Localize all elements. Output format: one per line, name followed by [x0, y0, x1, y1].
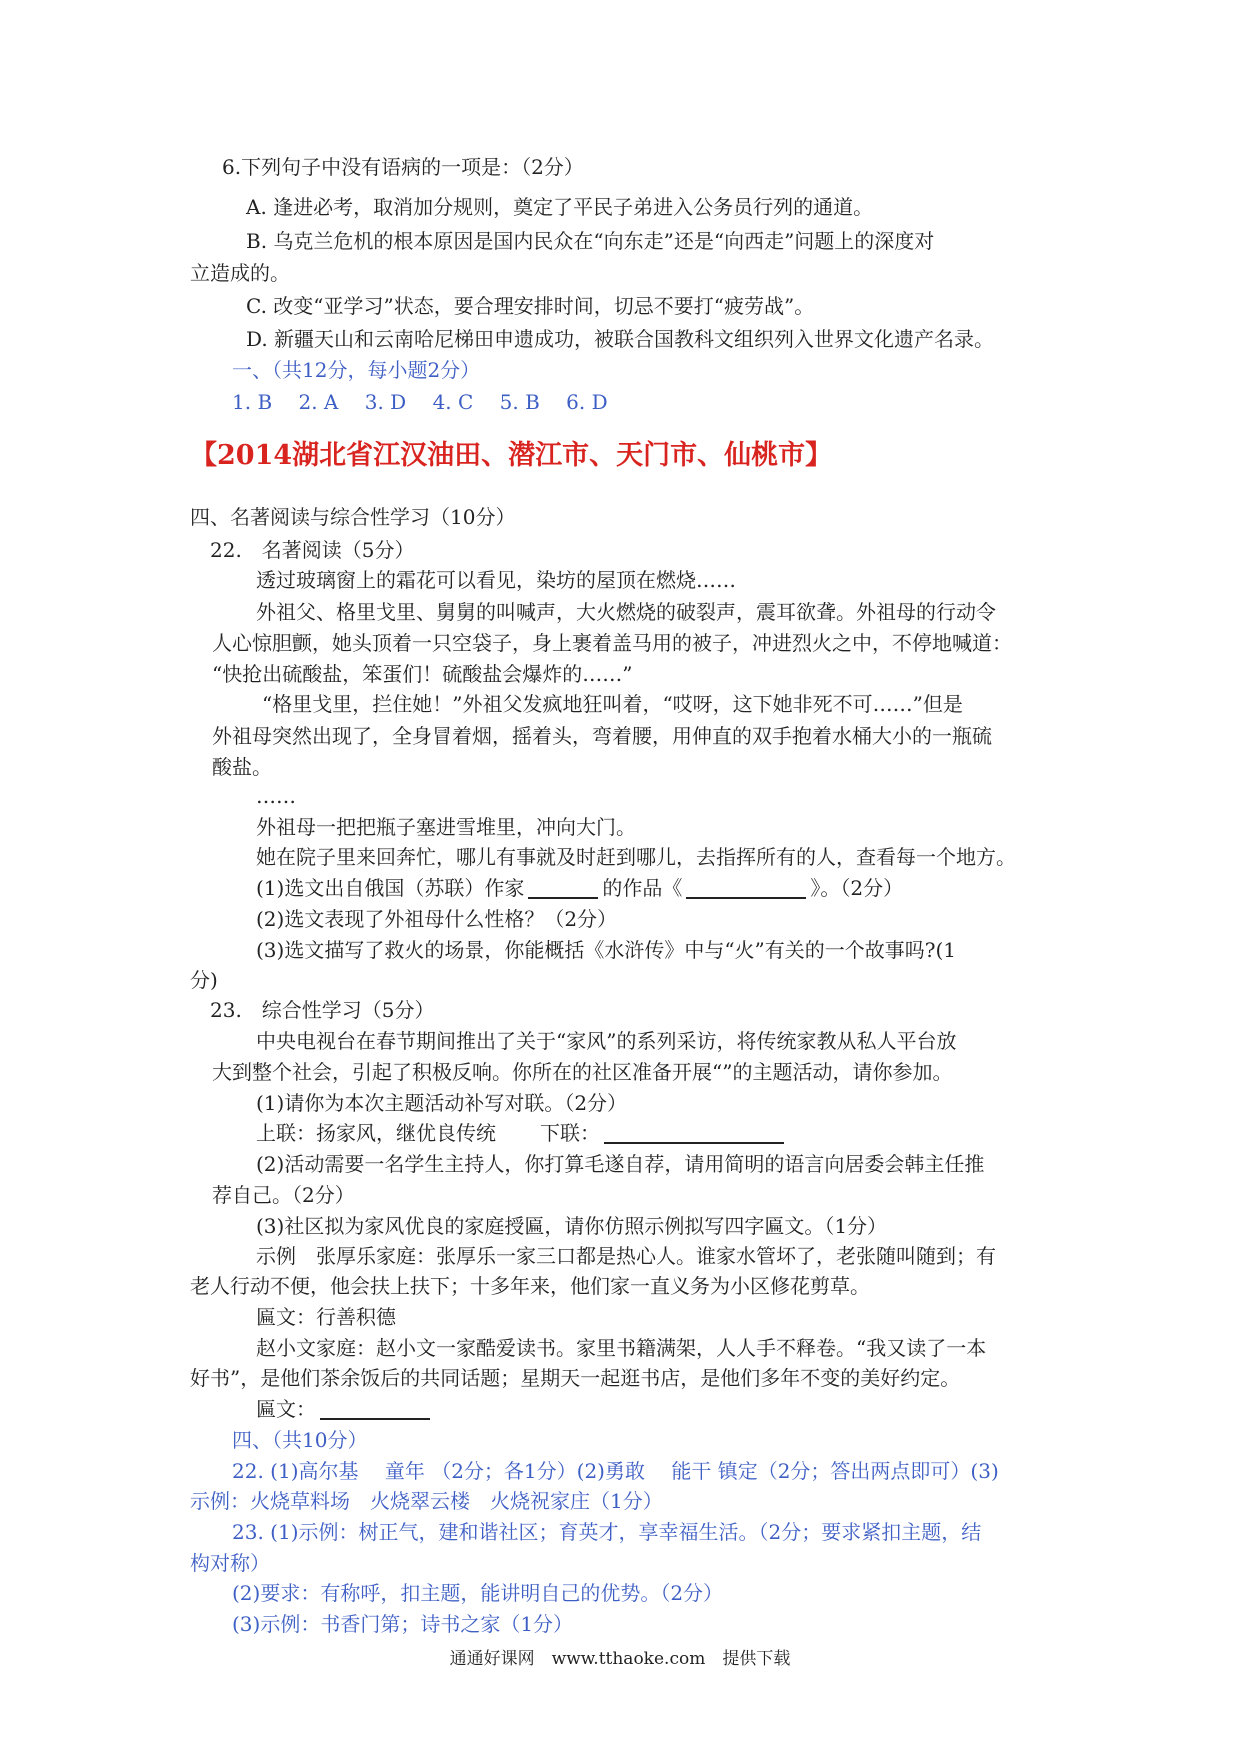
q22-sub1-part-b: 的作品《	[602, 876, 683, 900]
q22-sub-question-3a: (3)选文描写了救火的场景，你能概括《水浒传》中与“火”有关的一个故事吗?(1	[256, 938, 957, 962]
q6-option-d: D. 新疆天山和云南哈尼梯田申遗成功，被联合国教科文组织列入世界文化遗产名录。	[246, 327, 995, 351]
q23-example-plaque: 匾文：行善积德	[256, 1305, 396, 1329]
answer4-q22-line2: 示例：火烧草料场 火烧翠云楼 火烧祝家庄（1分）	[190, 1489, 663, 1513]
q22-paragraph-3b: 外祖母突然出现了，全身冒着烟，摇着头，弯着腰，用伸直的双手抱着水桶大小的一瓶硫	[212, 724, 992, 748]
answer4-q23-line3: (2)要求：有称呼，扣主题，能讲明自己的优势。（2分）	[232, 1581, 724, 1605]
q23-example-1: 示例 张厚乐家庭：张厚乐一家三口都是热心人。谁家水管坏了，老张随叫随到；有	[256, 1244, 996, 1268]
q22-sub-question-3b: 分)	[190, 968, 218, 992]
answer1-items: 1. B 2. A 3. D 4. C 5. B 6. D	[232, 390, 608, 414]
q22-paragraph-2c: “快抢出硫酸盐，笨蛋们！硫酸盐会爆炸的……”	[212, 662, 633, 686]
part4-heading: 四、名著阅读与综合性学习（10分）	[190, 505, 516, 529]
couplet-lower-label: 下联：	[540, 1121, 600, 1145]
plaque-blank[interactable]	[320, 1398, 430, 1420]
answer4-heading: 四、（共10分）	[232, 1428, 368, 1452]
q22-sub-question-2: (2)选文表现了外祖母什么性格？（2分）	[256, 907, 618, 931]
title-blank[interactable]	[686, 877, 806, 899]
q22-paragraph-2b: 人心惊胆颤，她头顶着一只空袋子，身上裹着盖马用的被子，冲进烈火之中，不停地喊道：	[212, 631, 1012, 655]
q22-sub-question-1	[256, 874, 903, 902]
q23-sub-question-1: (1)请你为本次主题活动补写对联。（2分）	[256, 1091, 628, 1115]
q22-paragraph-2a: 外祖父、格里戈里、舅舅的叫喊声，大火燃烧的破裂声，震耳欲聋。外祖母的行动令	[256, 600, 996, 624]
q22-sub1-part-a: (1)选文出自俄国（苏联）作家	[256, 876, 525, 900]
q6-option-b-line2: 立造成的。	[190, 261, 290, 285]
answer4-q23-line1: 23. (1)示例：树正气，建和谐社区；育英才，享幸福生活。（2分；要求紧扣主题，结	[232, 1520, 982, 1544]
answer4-q22-line1: 22. (1)高尔基 童年 （2分；各1分）(2)勇敢 能干 镇定（2分；答出两点即可）(3)	[232, 1459, 999, 1483]
q23-paragraph-1b: 大到整个社会，引起了积极反响。你所在的社区准备开展“”的主题活动，请你参加。	[212, 1060, 953, 1084]
q22-sub1-part-c: 》。（2分）	[810, 876, 904, 900]
q22-paragraph-4: 外祖母一把把瓶子塞进雪堆里，冲向大门。	[256, 815, 636, 839]
q23-zhao-2: 好书”，是他们茶余饭后的共同话题；星期天一起逛书店，是他们多年不变的美好约定。	[190, 1366, 961, 1390]
q22-paragraph-3c: 酸盐。	[212, 755, 272, 779]
q22-paragraph-1: 透过玻璃窗上的霜花可以看见，染坊的屋顶在燃烧……	[256, 568, 736, 592]
q23-heading: 23. 综合性学习（5分）	[210, 998, 435, 1022]
answer4-q23-line4: (3)示例：书香门第；诗书之家（1分）	[232, 1612, 574, 1636]
q22-ellipsis: ……	[256, 784, 296, 808]
q6-stem: 6.下列句子中没有语病的一项是：（2分）	[222, 155, 584, 179]
q23-paragraph-1a: 中央电视台在春节期间推出了关于“家风”的系列采访，将传统家教从私人平台放	[256, 1029, 957, 1053]
couplet-lower-blank[interactable]	[604, 1122, 784, 1144]
couplet-upper: 上联：扬家风，继优良传统	[256, 1121, 496, 1145]
q23-couplet	[256, 1119, 788, 1147]
page-footer: 通通好课网 www.tthaoke.com 提供下载	[449, 1649, 791, 1669]
q23-sub-question-2b: 荐自己。（2分）	[212, 1183, 355, 1207]
q23-zhao-1: 赵小文家庭：赵小文一家酷爱读书。家里书籍满架，人人手不释卷。“我又读了一本	[256, 1336, 987, 1360]
q23-sub-question-2a: (2)活动需要一名学生主持人，你打算毛遂自荐，请用简明的语言向居委会韩主任推	[256, 1152, 985, 1176]
plaque-label: 匾文：	[256, 1397, 316, 1421]
section-title: 【2014湖北省江汉油田、潜江市、天门市、仙桃市】	[190, 440, 833, 471]
q22-paragraph-3a: “格里戈里，拦住她！”外祖父发疯地狂叫着，“哎呀，这下她非死不可……”但是	[262, 692, 963, 716]
answer4-q23-line2: 构对称）	[190, 1551, 270, 1575]
q23-plaque-answer	[256, 1395, 434, 1423]
q22-paragraph-5: 她在院子里来回奔忙，哪儿有事就及时赶到哪儿，去指挥所有的人，查看每一个地方。	[256, 845, 1016, 869]
answer1-heading: 一、（共12分，每小题2分）	[232, 358, 481, 382]
q23-sub-question-3: (3)社区拟为家风优良的家庭授匾，请你仿照示例拟写四字匾文。（1分）	[256, 1214, 888, 1238]
q6-option-b-line1: B. 乌克兰危机的根本原因是国内民众在“向东走”还是“向西走”问题上的深度对	[246, 229, 935, 253]
q23-example-2: 老人行动不便，他会扶上扶下；十多年来，他们家一直义务为小区修花剪草。	[190, 1274, 870, 1298]
author-blank[interactable]	[528, 877, 598, 899]
q6-option-c: C. 改变“亚学习”状态，要合理安排时间，切忌不要打“疲劳战”。	[246, 294, 815, 318]
q22-heading: 22. 名著阅读（5分）	[210, 538, 415, 562]
q6-option-a: A. 逢进必考，取消加分规则，奠定了平民子弟进入公务员行列的通道。	[246, 195, 874, 219]
